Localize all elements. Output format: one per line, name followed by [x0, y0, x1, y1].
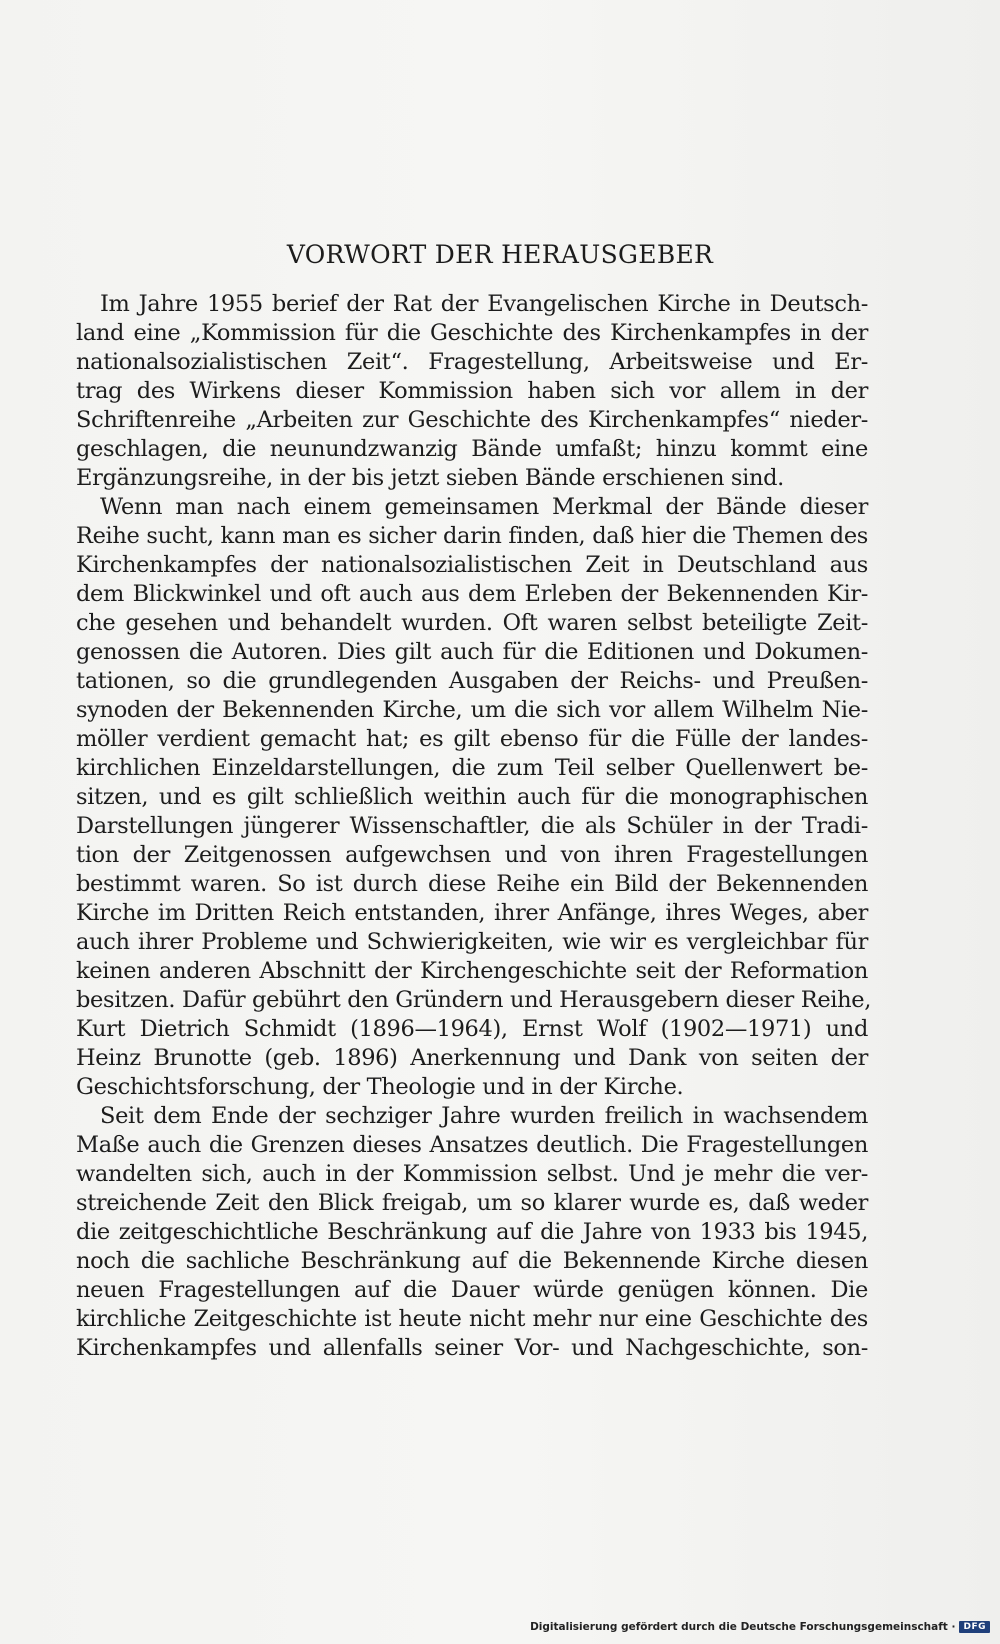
text-line: auch ihrer Probleme und Schwierigkeiten, wie wir es vergleichbar für — [76, 929, 868, 955]
text-line: wandelten sich, auch in der Kommission selbst. Und je mehr die ver- — [76, 1161, 868, 1187]
text-line: sitzen, und es gilt schließlich weithin auch für die monographischen — [76, 784, 868, 810]
text-line: keinen anderen Abschnitt der Kirchengeschichte seit der Reformation — [76, 958, 868, 984]
text-line: neuen Fragestellungen auf die Dauer würde genügen können. Die — [76, 1277, 868, 1303]
text-line: Heinz Brunotte (geb. 1896) Anerkennung und Dank von seiten der — [76, 1045, 868, 1071]
text-line: Kirchenkampfes der nationalsozialistischen Zeit in Deutschland aus — [76, 552, 868, 578]
text-line: tationen, so die grundlegenden Ausgaben der Reichs- und Preußen- — [76, 668, 868, 694]
text-line: Wenn man nach einem gemeinsamen Merkmal der Bände dieser — [100, 494, 868, 520]
text-line: Ergänzungsreihe, in der bis jetzt sieben Bände erschienen sind. — [76, 465, 784, 491]
text-line: Schriftenreihe „Arbeiten zur Geschichte des Kirchenkampfes“ nieder- — [76, 407, 868, 433]
text-line: Kurt Dietrich Schmidt (1896—1964), Ernst Wolf (1902—1971) und — [76, 1016, 868, 1042]
text-line: synoden der Bekennenden Kirche, um die sich vor allem Wilhelm Nie- — [76, 697, 868, 723]
text-line: Kirche im Dritten Reich entstanden, ihrer Anfänge, ihres Weges, aber — [76, 900, 868, 926]
text-line: dem Blickwinkel und oft auch aus dem Erleben der Bekennenden Kir- — [76, 581, 868, 607]
text-line: die zeitgeschichtliche Beschränkung auf die Jahre von 1933 bis 1945, — [76, 1219, 868, 1245]
text-line: besitzen. Dafür gebührt den Gründern und Herausgebern dieser Reihe, — [76, 987, 872, 1013]
dfg-logo: DFG — [959, 1621, 990, 1633]
text-line: Im Jahre 1955 berief der Rat der Evangelischen Kirche in Deutsch- — [100, 291, 868, 317]
footer-credit — [530, 1621, 990, 1633]
text-line: kirchlichen Einzeldarstellungen, die zum Teil selber Quellenwert be- — [76, 755, 868, 781]
page-title: VORWORT DER HERAUSGEBER — [286, 240, 714, 269]
text-line: Darstellungen jüngerer Wissenschaftler, die als Schüler in der Tradi- — [76, 813, 868, 839]
footer-text: Digitalisierung gefördert durch die Deutsche Forschungsgemeinschaft · — [530, 1621, 956, 1633]
text-line: geschlagen, die neunundzwanzig Bände umfaßt; hinzu kommt eine — [76, 436, 868, 462]
text-line: Reihe sucht, kann man es sicher darin finden, daß hier die Themen des — [76, 523, 868, 549]
text-line: nationalsozialistischen Zeit“. Fragestellung, Arbeitsweise und Er- — [76, 349, 868, 375]
text-line: Maße auch die Grenzen dieses Ansatzes deutlich. Die Fragestellungen — [76, 1132, 868, 1158]
text-line: kirchliche Zeitgeschichte ist heute nicht mehr nur eine Geschichte des — [76, 1306, 868, 1332]
text-line: noch die sachliche Beschränkung auf die Bekennende Kirche diesen — [76, 1248, 868, 1274]
text-line: Seit dem Ende der sechziger Jahre wurden freilich in wachsendem — [100, 1103, 868, 1129]
text-line: genossen die Autoren. Dies gilt auch für die Editionen und Dokumen- — [76, 639, 868, 665]
text-line: land eine „Kommission für die Geschichte des Kirchenkampfes in der — [76, 320, 868, 346]
text-line: che gesehen und behandelt wurden. Oft waren selbst beteiligte Zeit- — [76, 610, 868, 636]
text-line: Geschichtsforschung, der Theologie und in der Kirche. — [76, 1074, 684, 1100]
text-line: bestimmt waren. So ist durch diese Reihe ein Bild der Bekennenden — [76, 871, 868, 897]
text-line: trag des Wirkens dieser Kommission haben sich vor allem in der — [76, 378, 868, 404]
text-line: Kirchenkampfes und allenfalls seiner Vor- und Nachgeschichte, son- — [76, 1335, 868, 1361]
text-line: möller verdient gemacht hat; es gilt ebenso für die Fülle der landes- — [76, 726, 868, 752]
text-line: tion der Zeitgenossen aufgewchsen und von ihren Fragestellungen — [76, 842, 868, 868]
text-line: streichende Zeit den Blick freigab, um so klarer wurde es, daß weder — [76, 1190, 868, 1216]
